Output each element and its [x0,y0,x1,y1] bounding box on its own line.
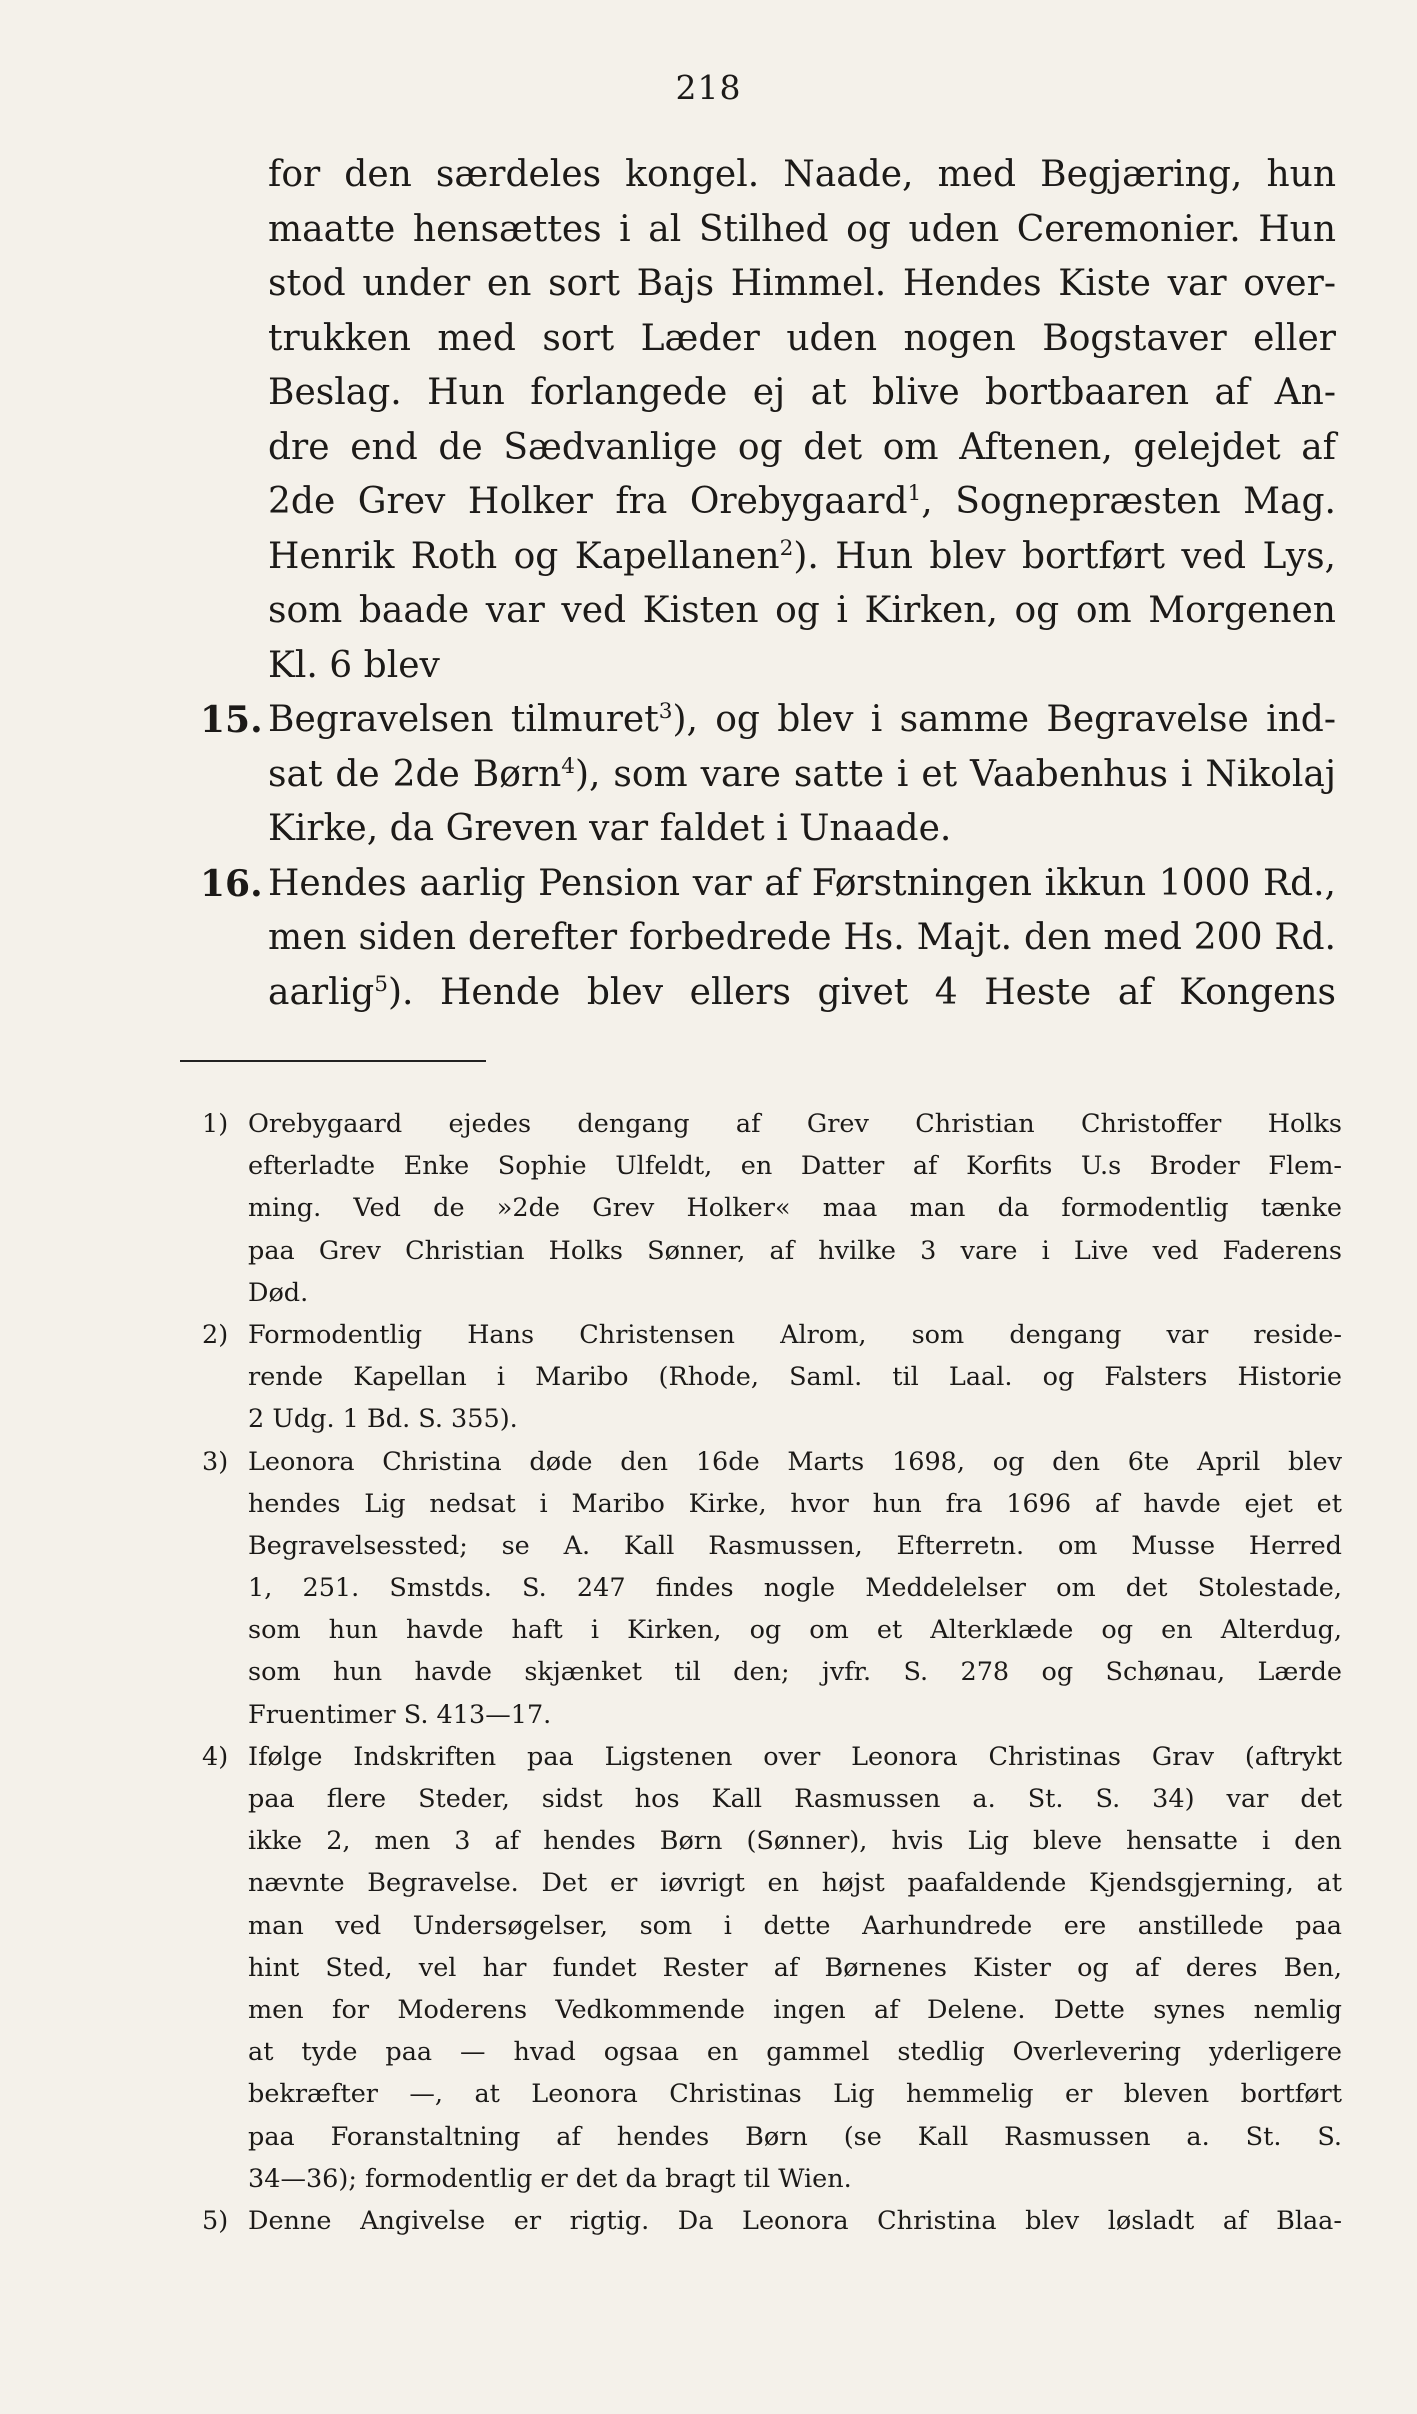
main-line-text: ). Hun blev bortført ved Lys, [793,535,1336,577]
footnote-line: man ved Undersøgelser, som i dette Aarhundrede ere anstillede paa [248,1910,1342,1941]
footnote-line: som hun havde haft i Kirken, og om et Alterklæde og en Alterdug, [248,1615,1342,1646]
footnote-line: bekræfter —, at Leonora Christinas Lig hemmelig er bleven bortført [248,2079,1342,2110]
footnote-line: Denne Angivelse er rigtig. Da Leonora Christina blev løsladt af Blaa- [248,2205,1342,2236]
footnote-ref: 4 [561,753,576,779]
footnote-line: rende Kapellan i Maribo (Rhode, Saml. til Laal. og Falsters Historie [248,1362,1342,1393]
footnote-4 [202,1736,1342,2200]
main-line-text: Henrik Roth og Kapellanen [268,535,780,577]
footnote-line: men for Moderens Vedkommende ingen af Delene. Dette synes nemlig [248,1994,1342,2025]
footnote-marker: 4) [202,1741,229,1772]
footnote-line: Leonora Christina døde den 16de Marts 1698, og den 6te April blev [248,1446,1342,1477]
footnote-line: 2 Udg. 1 Bd. S. 355). [248,1404,518,1435]
footnote-line: ikke 2, men 3 af hendes Børn (Sønner), hvis Lig bleve hensatte i den [248,1826,1342,1857]
main-line: som baade var ved Kisten og i Kirken, og om Morgenen [268,590,1336,631]
main-line [268,748,1336,803]
footnotes [202,1103,1342,2242]
numbered-item-16 [200,857,1336,1021]
page-number: 218 [675,68,742,107]
footnote-line: 34—36); formodentlig er det da bragt til Wien. [248,2163,852,2194]
main-line: men siden derefter forbedrede Hs. Majt. den med 200 Rd. [268,917,1336,958]
main-line [268,475,1336,530]
footnote-line: Formodentlig Hans Christensen Alrom, som dengang var reside- [248,1319,1342,1350]
item-number: 16. [200,862,263,905]
main-line [268,693,1336,748]
footnote-line: paa Foranstaltning af hendes Børn (se Kall Rasmussen a. St. S. [248,2121,1342,2152]
footnote-line: som hun havde skjænket til den; jvfr. S. 278 og Schønau, Lærde [248,1657,1342,1688]
main-line: stod under en sort Bajs Himmel. Hendes Kiste var over- [268,263,1336,304]
item-number: 15. [200,699,263,741]
footnote-line: hint Sted, vel har fundet Rester af Børnenes Kister og af deres Ben, [248,1952,1342,1983]
main-line: for den særdeles kongel. Naade, med Begjæring, hun [268,154,1336,195]
footnote-3 [202,1441,1342,1736]
footnote-line: 1, 251. Smstds. S. 247 findes nogle Meddelelser om det Stolestade, [248,1573,1342,1604]
footnote-marker: 2) [202,1319,229,1350]
footnote-marker: 5) [202,2205,229,2236]
footnote-line: ming. Ved de »2de Grev Holker« maa man da formodentlig tænke [248,1193,1342,1224]
main-line-text: 2de Grev Holker fra Orebygaard [268,481,908,522]
footnote-ref: 1 [907,481,922,506]
footnote-line: efterladte Enke Sophie Ulfeldt, en Datter af Korfits U.s Broder Flem- [248,1151,1342,1182]
main-line [268,530,1336,585]
footnote-line: at tyde paa — hvad ogsaa en gammel stedlig Overlevering yderligere [248,2037,1342,2068]
footnote-ref: 5 [374,971,388,997]
main-line: trukken med sort Læder uden nogen Bogstaver eller [268,317,1336,359]
main-line: Hendes aarlig Pension var af Førstningen ikkun 1000 Rd., [268,862,1336,904]
footnote-2 [202,1314,1342,1441]
main-line: Kirke, da Greven var faldet i Unaade. [268,808,952,849]
footnote-ref: 2 [779,535,794,561]
main-line [268,966,1336,1021]
footnote-ref: 3 [658,699,673,724]
footnote-divider [180,1060,486,1062]
footnote-1 [202,1103,1342,1314]
main-line-text: Begravelsen tilmuret [268,699,659,740]
footnote-line: Fruentimer S. 413—17. [248,1699,552,1730]
footnote-marker: 3) [202,1446,229,1477]
footnote-marker: 1) [202,1109,229,1139]
footnote-line: hendes Lig nedsat i Maribo Kirke, hvor hun fra 1696 af havde ejet et [248,1488,1342,1519]
footnote-line: Begravelsessted; se A. Kall Rasmussen, Efterretn. om Musse Herred [248,1530,1342,1561]
footnote-line: Ifølge Indskriften paa Ligstenen over Leonora Christinas Grav (aftrykt [248,1741,1342,1772]
main-line: dre end de Sædvanlige og det om Aftenen, gelejdet af [268,426,1336,468]
numbered-item-15 [200,693,1337,857]
footnote-line: paa Grev Christian Holks Sønner, af hvilke 3 vare i Live ved Faderens [248,1235,1342,1266]
footnote-line: nævnte Begravelse. Det er iøvrigt en højst paafaldende Kjendsgjerning, at [248,1868,1342,1899]
main-line: maatte hensættes i al Stilhed og uden Ceremonier. Hun [268,208,1336,250]
footnote-line: Orebygaard ejedes dengang af Grev Christian Christoffer Holks [248,1109,1342,1139]
main-line-text: ), som vare satte i et Vaabenhus i Nikolaj [575,753,1336,795]
main-line-text: sat de 2de Børn [268,753,562,795]
main-line-text: ). Hende blev ellers givet 4 Heste af Kongens [387,971,1336,1013]
footnote-line: paa flere Steder, sidst hos Kall Rasmussen a. St. S. 34) var det [248,1784,1342,1814]
footnote-line: Død. [248,1277,309,1308]
main-text [200,148,1337,1020]
footnote-5 [202,2200,1342,2242]
main-line-text: aarlig [268,971,375,1013]
main-line-text: ), og blev i samme Begravelse ind- [672,699,1337,740]
main-line: Beslag. Hun forlangede ej at blive bortbaaren af An- [268,372,1336,413]
main-line-text: , Sognepræsten Mag. [921,481,1336,522]
main-line: Kl. 6 blev [268,644,440,686]
